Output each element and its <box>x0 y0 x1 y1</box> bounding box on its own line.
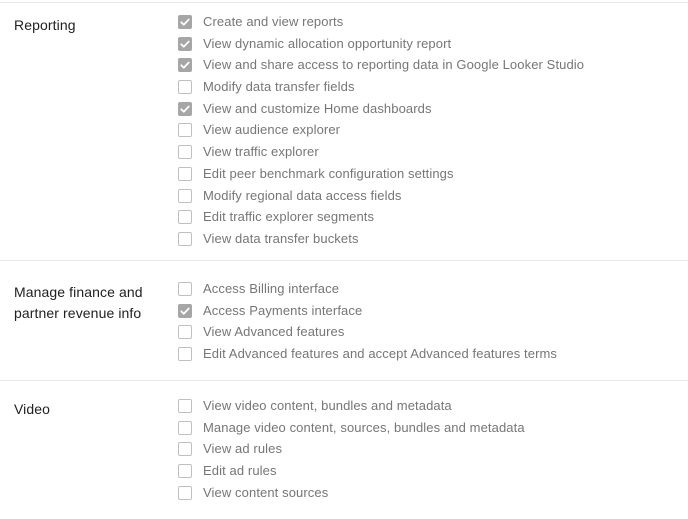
permission-checkbox[interactable] <box>178 325 192 339</box>
permission-label: Access Payments interface <box>203 302 363 318</box>
section-title: Video <box>14 400 51 417</box>
permission-checkbox[interactable] <box>178 145 192 159</box>
permission-checkbox[interactable] <box>178 464 192 478</box>
permission-label: Create and view reports <box>203 14 344 29</box>
permission-row <box>178 189 584 203</box>
permission-checkbox[interactable] <box>178 304 192 318</box>
permission-label: Edit peer benchmark configuration settings <box>203 165 454 181</box>
permission-checkbox[interactable] <box>178 80 192 94</box>
permission-label: View content sources <box>203 484 329 500</box>
permission-checkbox[interactable] <box>178 123 192 137</box>
permission-row <box>178 167 584 181</box>
permission-label: Modify data transfer fields <box>203 79 355 95</box>
check-icon <box>179 59 191 71</box>
check-icon <box>179 16 191 28</box>
permission-checkbox[interactable] <box>178 37 192 51</box>
permission-section-1 <box>0 260 688 380</box>
permission-row <box>178 486 525 500</box>
permission-label: View video content, bundles and metadata <box>203 397 452 413</box>
section-title: Reporting <box>14 17 76 33</box>
permission-label: View data transfer buckets <box>203 230 359 246</box>
permission-row <box>178 325 557 339</box>
permission-row <box>178 15 584 29</box>
permission-checkbox[interactable] <box>178 167 192 181</box>
permission-checkbox[interactable] <box>178 421 192 435</box>
permission-row <box>178 464 525 478</box>
permission-checkbox[interactable] <box>178 15 192 29</box>
permission-checkbox[interactable] <box>178 210 192 224</box>
permission-row <box>178 282 557 296</box>
permission-label: Edit Advanced features and accept Advanced features terms <box>203 345 558 361</box>
permission-label: View and share access to reporting data in Google Looker Studio <box>203 57 585 73</box>
permission-checkbox[interactable] <box>178 189 192 203</box>
permission-checkbox[interactable] <box>178 486 192 500</box>
permission-row <box>178 232 584 246</box>
permission-section-0 <box>0 2 688 260</box>
permission-row <box>178 399 525 413</box>
permission-list <box>178 15 584 246</box>
permission-label: Modify regional data access fields <box>203 187 402 203</box>
permission-row <box>178 304 557 318</box>
permission-checkbox[interactable] <box>178 442 192 456</box>
permission-label: View dynamic allocation opportunity report <box>203 35 452 51</box>
permission-row <box>178 123 584 137</box>
permission-checkbox[interactable] <box>178 282 192 296</box>
permission-row <box>178 80 584 94</box>
permission-row <box>178 102 584 116</box>
permission-row <box>178 421 525 435</box>
permission-label: View ad rules <box>203 441 283 457</box>
permission-row <box>178 37 584 51</box>
permission-label: Access Billing interface <box>203 280 340 296</box>
permission-label: Manage video content, sources, bundles and metadata <box>203 419 525 435</box>
permission-checkbox[interactable] <box>178 232 192 246</box>
permission-label: View traffic explorer <box>203 144 319 160</box>
permission-label: View and customize Home dashboards <box>203 100 432 116</box>
permission-label: View Advanced features <box>203 324 345 340</box>
permission-checkbox[interactable] <box>178 347 192 361</box>
check-icon <box>179 103 191 115</box>
permission-checkbox[interactable] <box>178 102 192 116</box>
permissions-panel <box>0 2 688 519</box>
section-title: Manage finance and partner revenue info <box>14 283 143 321</box>
permission-list <box>178 399 525 500</box>
check-icon <box>179 38 191 50</box>
permission-section-2 <box>0 380 688 519</box>
permission-row <box>178 58 584 72</box>
permission-row <box>178 347 557 361</box>
permission-checkbox[interactable] <box>178 399 192 413</box>
check-icon <box>179 305 191 317</box>
permission-label: View audience explorer <box>203 122 341 138</box>
permission-checkbox[interactable] <box>178 58 192 72</box>
permission-label: Edit traffic explorer segments <box>203 209 375 225</box>
permission-list <box>178 282 557 361</box>
permission-row <box>178 442 525 456</box>
permission-label: Edit ad rules <box>203 463 277 478</box>
permission-row <box>178 210 584 224</box>
permission-row <box>178 145 584 159</box>
